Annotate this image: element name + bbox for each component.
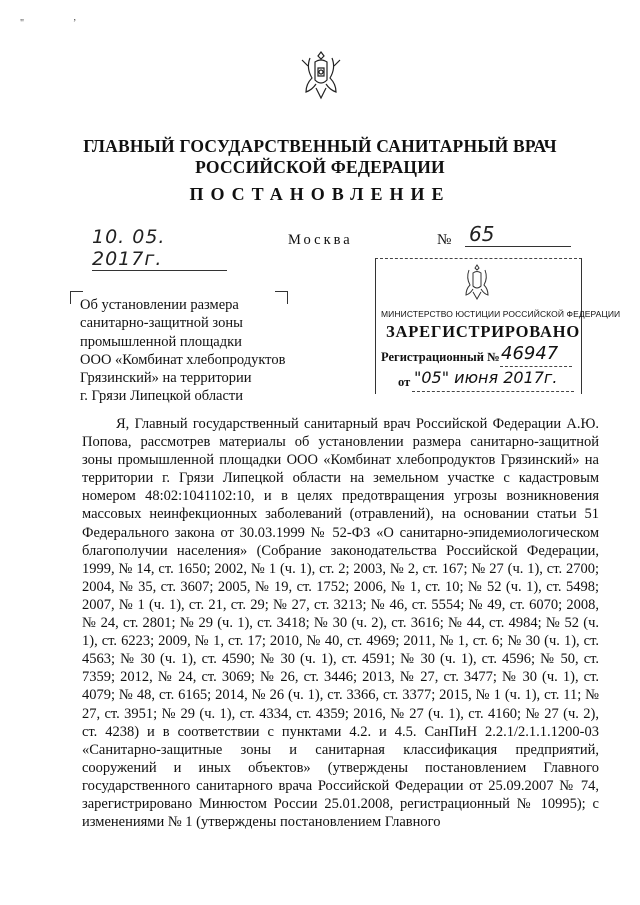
number-sign: № [437,232,452,248]
subject-line: санитарно-защитной зоны [80,315,243,332]
stamp-underline [412,391,574,392]
subject-line: Об установлении размера [80,297,239,313]
subject-line: г. Грязи Липецкой области [80,388,244,405]
scan-mark: " [20,18,25,29]
stamp-reg-date: "05" июня 2017г. [414,368,558,387]
handwritten-date: 10. 05. 2017г. [92,226,227,271]
stamp-ministry: МИНИСТЕРСТВО ЮСТИЦИИ РОССИЙСКОЙ ФЕДЕРАЦИИ [381,309,621,319]
subject-line: Грязинский» на территории [80,370,252,387]
city-label: Москва [288,232,353,248]
stamp-emblem-icon [460,262,494,304]
stamp-reg-number: 46947 [501,343,559,364]
document-subject [80,296,300,406]
issuer-title: ГЛАВНЫЙ ГОСУДАРСТВЕННЫЙ САНИТАРНЫЙ ВРАЧ [83,136,557,156]
scan-mark: ’ [73,18,77,29]
subject-line: ООО «Комбинат хлебопродуктов [80,351,286,368]
issuer-country: РОССИЙСКОЙ ФЕДЕРАЦИИ [195,157,445,177]
body-paragraph: Я, Главный государственный санитарный врач Российской Федерации А.Ю. Попова, рассмотрев материалы об установлении размера санитарно-защитной зоны промышленной площадки ООО «Комбинат хлебопродуктов Грязинский» на территории г. Грязи Липецкой области на земельном участке с кадастровым номером 48:02:1041102:10, и в целях предотвращения угрозы возникновения массовых неинфекционных заболеваний (отравлений), на основании статьи 51 Федерального закона от 30.03.1999 № 52-ФЗ «О санитарно-эпидемиологическом благополучии населения» (Собрание законодательства Российской Федерации, 1999, № 14, ст. 1650; 2002, № 1 (ч. 1), ст. 2; 2003, № 2, ст. 167; № 27 (ч. 1), ст. 2700; 2004, № 35, ст. 3607; 2005, № 19, ст. 1752; 2006, № 1, ст. 10; № 52 (ч. 1), ст. 5498; 2007, № 1 (ч. 1), ст. 21, ст. 29; № 27, ст. 3213; № 46, ст. 5554; № 49, ст. 6070; 2008, № 24, ст. 2801; № 29 (ч. 1), ст. 3418; № 30 (ч. 2), ст. 3616; № 44, ст. 4984; № 52 (ч. 1), ст. 6223; 2009, № 1, ст. 17; 2010, № 40, ст. 4969; 2011, № 1, ст. 6; № 30 (ч. 1), ст. 4563; № 30 (ч. 1), ст. 4590; № 30 (ч. 1), ст. 4591; № 30 (ч. 1), ст. 4596; № 50, ст. 7359; 2012, № 24, ст. 3069; № 26, ст. 3446; 2013, № 27, ст. 3477; № 30 (ч. 1), ст. 4079; № 48, ст. 6165; 2014, № 26 (ч. 1), ст. 3366, ст. 3377; 2015, № 1 (ч. 1), ст. 11; № 27, ст. 3951; № 29 (ч. 1), ст. 4334, ст. 4359; 2016, № 27 (ч. 1), ст. 4160; № 27 (ч. 2), ст. 4238) и в соответствии с пунктами 4.2. и 4.5. СанПиН 2.2.1/2.1.1.1200-03 «Санитарно-защитные зоны и санитарная классификация предприятий, сооружений и иных объектов» (утверждены постановлением Главного государственного санитарного врача Российской Федерации от 25.09.2007 № 74, зарегистрировано Минюстом России 25.01.2008, регистрационный № 10995); с изменениями № 1 (утверждены постановлением Главного [82,416,599,831]
stamp-underline [500,366,572,367]
document-type-title: ПОСТАНОВЛЕНИЕ [189,184,451,204]
stamp-registered: ЗАРЕГИСТРИРОВАНО [386,322,581,341]
stamp-reg-label: Регистрационный № [381,350,500,364]
coat-of-arms-icon [298,48,344,106]
handwritten-number: 65 [465,222,571,247]
subject-line: промышленной площадки [80,333,242,350]
stamp-from-label: от [398,375,411,389]
